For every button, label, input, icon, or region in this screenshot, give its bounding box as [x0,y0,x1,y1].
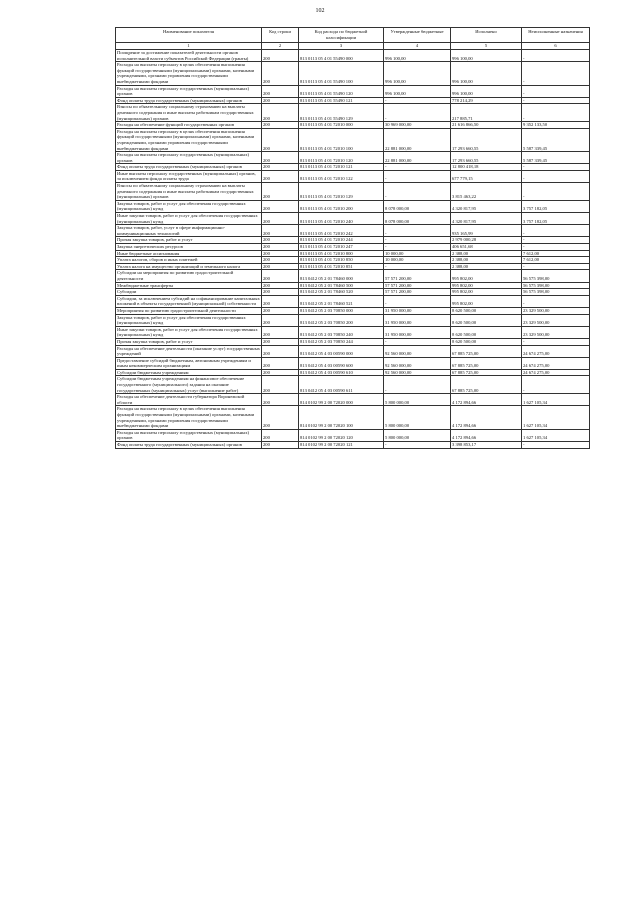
row-approved: 57 571 200,00 [384,270,451,282]
row-executed: 2 388,00 [451,263,522,270]
table-row [116,307,590,314]
row-code: 200 [262,289,299,296]
row-approved: - [384,376,451,394]
row-code: 200 [262,307,299,314]
row-executed: 67 885 725,00 [451,357,522,369]
table-row [116,282,590,289]
row-code: 200 [262,85,299,97]
row-executed: 8 620 500,00 [451,326,522,338]
row-kbk: 813 0113 05 4 01 72010 129 [299,183,384,201]
row-kbk: 813 0412 05 4 03 00590 600 [299,357,384,369]
row-code: 200 [262,263,299,270]
row-remaining: 24 674 275,00 [522,357,590,369]
row-approved: 31 950 000,00 [384,307,451,314]
row-executed: 8 620 500,00 [451,307,522,314]
row-kbk: 813 0113 05 4 01 55490 129 [299,104,384,122]
row-approved: 5 800 000,00 [384,394,451,406]
row-code: 200 [262,338,299,345]
row-name: Межбюджетные трансферты [116,282,262,289]
row-remaining: - [522,50,590,62]
row-executed: 8 620 500,00 [451,338,522,345]
row-kbk: 813 0412 05 2 01 78460 500 [299,282,384,289]
row-remaining: - [522,170,590,182]
row-name: Субсидии на мероприятия по развитию градостроительной деятельности [116,270,262,282]
row-name: Иные выплаты персоналу государственных (муниципальных) органов, за исключением фонда оплаты труда [116,170,262,182]
row-executed: 217 885,71 [451,104,522,122]
row-executed: 67 885 725,00 [451,376,522,394]
row-executed: 995 802,00 [451,289,522,296]
row-remaining: - [522,104,590,122]
row-code: 200 [262,183,299,201]
row-name: Субсидии бюджетным учреждениям [116,369,262,376]
row-remaining: - [522,85,590,97]
table-row [116,50,590,62]
table-row [116,237,590,244]
row-executed: 995 802,00 [451,282,522,289]
row-approved: - [384,295,451,307]
row-approved: 996 100,00 [384,85,451,97]
row-remaining: - [522,183,590,201]
table-row [116,295,590,307]
table-row [116,263,590,270]
row-code: 200 [262,406,299,429]
row-approved: 31 950 000,00 [384,326,451,338]
row-kbk: 813 0113 05 4 01 72010 121 [299,164,384,171]
row-remaining: 23 329 500,00 [522,326,590,338]
row-kbk: 813 0113 05 4 01 55490 000 [299,50,384,62]
row-code: 200 [262,237,299,244]
row-name: Уплата налогов, сборов и иных платежей [116,257,262,264]
column-number-row [116,43,590,50]
header-kbk: Код расхода по бюджетной классификации [299,28,384,43]
row-kbk: 813 0113 05 4 01 72010 247 [299,244,384,251]
row-remaining: 9 352 133,50 [522,122,590,129]
row-code: 200 [262,170,299,182]
row-remaining: - [522,244,590,251]
row-remaining: 3 757 182,05 [522,200,590,212]
row-kbk: 813 0412 05 4 03 00590 000 [299,345,384,357]
row-remaining: 1 627 105,34 [522,429,590,441]
row-remaining: - [522,376,590,394]
row-executed: 406 651,68 [451,244,522,251]
table-row [116,104,590,122]
table-row [116,442,590,449]
row-code: 200 [262,97,299,104]
col-number: 2 [262,43,299,50]
row-name: Мероприятия по развитию градостроительной деятельности [116,307,262,314]
row-code: 200 [262,394,299,406]
row-kbk: 813 0412 05 2 03 70850 200 [299,314,384,326]
row-name: Субсидии, за исключением субсидий на софинансирование капитальных вложений в объекты государственной (муниципальной) собственности [117,295,260,307]
row-approved: - [384,442,451,449]
row-approved: 5 800 000,00 [384,406,451,429]
row-kbk: 813 0113 05 4 01 55490 121 [299,97,384,104]
row-name: Взносы по обязательному социальному страхованию на выплаты денежного содержания и иные выплаты работникам государственных (муниципальных) органов [116,104,262,122]
row-remaining: 56 575 398,00 [522,282,590,289]
table-row [116,128,590,151]
table-row [116,338,590,345]
row-executed: 4 172 894,66 [451,429,522,441]
row-code: 200 [262,200,299,212]
row-kbk: 813 0113 05 4 01 72010 244 [299,237,384,244]
row-executed: 3 815 463,22 [451,183,522,201]
row-kbk: 813 0412 05 2 03 70850 240 [299,326,384,338]
row-name: Поощрение за достижение показателей деятельности органов исполнительной власти субъектов Российской Федерации (гранты) [116,50,262,62]
row-kbk: 813 0113 05 4 01 72010 000 [299,122,384,129]
row-code: 200 [262,257,299,264]
row-name: Фонд оплаты труда государственных (муниципальных) органов [116,164,262,171]
row-executed: 8 620 500,00 [451,314,522,326]
row-kbk: 813 0412 05 2 01 78460 521 [299,295,384,307]
table-row [116,85,590,97]
row-code: 200 [262,376,299,394]
row-kbk: 814 0102 99 2 00 72020 120 [299,429,384,441]
table-row [116,170,590,182]
row-kbk: 813 0113 05 4 01 72010 851 [299,263,384,270]
row-kbk: 814 0102 99 2 00 72020 000 [299,394,384,406]
row-executed: 2 388,00 [451,257,522,264]
row-approved: 8 078 000,00 [384,200,451,212]
row-code: 200 [262,213,299,225]
header-approved: Утвержденные бюджетные [384,28,451,43]
header-remaining: Неисполненные назначения [522,28,590,43]
row-approved: - [384,170,451,182]
row-executed: 935 165,99 [451,225,522,237]
row-remaining: 1 627 105,34 [522,406,590,429]
row-name: Расходы на выплаты персоналу государственных (муниципальных) органов [116,429,262,441]
table-row [116,429,590,441]
table-row [116,314,590,326]
row-approved: - [384,237,451,244]
table-row [116,183,590,201]
row-code: 200 [262,282,299,289]
row-code: 200 [262,164,299,171]
row-approved: 10 000,00 [384,250,451,257]
row-remaining: - [522,164,590,171]
col-number: 3 [299,43,384,50]
row-remaining: 56 575 398,00 [522,289,590,296]
row-name: Субсидии бюджетным учреждениям на финансовое обеспечение государственного (муниципального) задания на оказание государственных (муниципальных) услуг (выполнение работ) [116,376,262,394]
row-approved: 30 969 000,00 [384,122,451,129]
table-row [116,225,590,237]
row-approved: - [384,263,451,270]
row-approved: 92 560 000,00 [384,369,451,376]
row-remaining: 5 587 339,45 [522,128,590,151]
row-approved: 57 571 200,00 [384,289,451,296]
row-name: Расходы на выплаты персоналу государственных (муниципальных) органов [116,85,262,97]
row-approved: 10 000,00 [384,257,451,264]
row-executed: 995 802,00 [451,270,522,282]
row-code: 200 [262,270,299,282]
row-code: 200 [262,345,299,357]
row-name: Закупка энергетических ресурсов [116,244,262,251]
row-kbk: 813 0113 05 4 01 72010 850 [299,257,384,264]
row-approved: - [384,225,451,237]
row-code: 200 [262,295,299,307]
row-executed: 17 293 660,55 [451,128,522,151]
row-approved: 92 560 000,00 [384,345,451,357]
row-remaining: 23 329 500,00 [522,307,590,314]
row-code: 200 [262,442,299,449]
row-executed: 12 800 418,18 [451,164,522,171]
table-row [116,345,590,357]
table-row [116,270,590,282]
row-remaining: 24 674 275,00 [522,345,590,357]
row-kbk: 813 0113 05 4 01 72010 120 [299,152,384,164]
row-kbk: 813 0113 05 4 01 72010 800 [299,250,384,257]
table-row [116,164,590,171]
col-number: 6 [522,43,590,50]
row-code: 200 [262,244,299,251]
row-kbk: 813 0113 05 4 01 55490 120 [299,85,384,97]
row-code: 200 [262,225,299,237]
row-code: 200 [262,369,299,376]
row-approved: 31 950 000,00 [384,314,451,326]
row-name: Фонд оплаты труда государственных (муниципальных) органов [116,97,262,104]
row-kbk: 813 0412 05 2 03 70850 244 [299,338,384,345]
row-executed: 996 100,00 [451,85,522,97]
row-approved: 8 078 000,00 [384,213,451,225]
row-remaining: - [522,237,590,244]
row-remaining: - [522,62,590,85]
row-approved: - [384,244,451,251]
row-code: 200 [262,314,299,326]
row-approved: - [384,183,451,201]
table-row [116,244,590,251]
row-code: 200 [262,122,299,129]
table-row [116,62,590,85]
row-remaining: - [522,97,590,104]
row-remaining: 23 329 500,00 [522,314,590,326]
row-executed: 778 214,29 [451,97,522,104]
row-code: 200 [262,104,299,122]
row-kbk: 814 0102 99 2 00 72020 121 [299,442,384,449]
row-approved: - [384,338,451,345]
row-code: 200 [262,429,299,441]
table-row [116,289,590,296]
header-code: Код строки [262,28,299,43]
row-code: 200 [262,250,299,257]
row-approved: 22 881 000,00 [384,152,451,164]
row-approved: 5 800 000,00 [384,429,451,441]
row-remaining: - [522,338,590,345]
row-executed: 996 100,00 [451,50,522,62]
row-name: Расходы на выплаты персоналу в целях обеспечения выполнения функций государственными (муниципальными) органами, казенными учреждениями, органами управления государственными внебюджетными фондами [116,128,262,151]
row-remaining: 1 627 105,34 [522,394,590,406]
row-name: Закупка товаров, работ, услуг в сфере информационно-коммуникационных технологий [116,225,262,237]
row-name: Субсидии [116,289,262,296]
row-executed: 996 100,00 [451,62,522,85]
row-approved: 92 560 000,00 [384,357,451,369]
row-name: Закупка товаров, работ и услуг для обеспечения государственных (муниципальных) нужд [116,200,262,212]
row-code: 200 [262,357,299,369]
row-code: 200 [262,62,299,85]
row-code: 200 [262,152,299,164]
row-name: Предоставление субсидий бюджетным, автономным учреждениям и иным некоммерческим организациям [116,357,262,369]
row-name: Расходы на выплаты персоналу в целях обеспечения выполнения функций государственными (муниципальными) органами, казенными учреждениями, органами управления государственными внебюджетными фондами [116,62,262,85]
row-kbk: 813 0113 05 4 01 55490 100 [299,62,384,85]
row-remaining: 3 757 182,05 [522,213,590,225]
row-executed: 21 616 866,50 [451,122,522,129]
row-executed: 677 779,15 [451,170,522,182]
col-number: 5 [451,43,522,50]
table-row [116,326,590,338]
row-kbk: 813 0113 05 4 01 72010 100 [299,128,384,151]
row-kbk: 813 0113 05 4 01 72010 122 [299,170,384,182]
row-executed: 995 802,00 [451,295,522,307]
table-row [116,394,590,406]
row-name: Расходы на обеспечение деятельности губернатора Воронежской области [116,394,262,406]
row-executed: 2 388,00 [451,250,522,257]
row-approved: - [384,164,451,171]
table-row [116,152,590,164]
row-name: Закупка товаров, работ и услуг для обеспечения государственных (муниципальных) нужд [116,314,262,326]
col-number: 4 [384,43,451,50]
row-kbk: 813 0412 05 2 03 70850 000 [299,307,384,314]
row-executed: 4 172 894,66 [451,394,522,406]
row-code: 200 [262,326,299,338]
row-kbk: 813 0412 05 2 01 78460 520 [299,289,384,296]
budget-execution-table [115,27,590,449]
table-row [116,406,590,429]
row-remaining: 7 612,00 [522,250,590,257]
table-row [116,122,590,129]
row-name: Иные закупки товаров, работ и услуг для обеспечения государственных (муниципальных) нужд [116,213,262,225]
row-name: Прочая закупка товаров, работ и услуг [116,237,262,244]
row-kbk: 813 0412 05 4 03 00590 610 [299,369,384,376]
row-executed: 4 320 817,95 [451,213,522,225]
row-name: Фонд оплаты труда государственных (муниципальных) органов [116,442,262,449]
table-row [116,357,590,369]
row-approved: 57 571 200,00 [384,282,451,289]
table-row [116,213,590,225]
row-kbk: 813 0113 05 4 01 72010 200 [299,200,384,212]
page-number: 102 [315,8,325,14]
table-row [116,369,590,376]
table-header-row [116,28,590,43]
row-name: Уплата налога на имущество организаций и земельного налога [116,263,262,270]
row-remaining: - [522,225,590,237]
table-row [116,250,590,257]
table-row [116,97,590,104]
row-kbk: 813 0113 05 4 01 72010 240 [299,213,384,225]
row-approved: 22 881 000,00 [384,128,451,151]
row-executed: 4 320 817,95 [451,200,522,212]
row-executed: 67 885 725,00 [451,369,522,376]
row-executed: 2 979 000,28 [451,237,522,244]
row-remaining: - [522,263,590,270]
row-name: Иные бюджетные ассигнования [116,250,262,257]
row-name: Расходы на обеспечение функций государственных органов [116,122,262,129]
table-row [116,200,590,212]
row-remaining: 7 612,00 [522,257,590,264]
row-kbk: 813 0412 05 2 01 78460 000 [299,270,384,282]
col-number: 1 [116,43,262,50]
row-remaining: 56 575 398,00 [522,270,590,282]
row-kbk: 813 0412 05 4 03 00590 611 [299,376,384,394]
row-name: Расходы на обеспечение деятельности (оказание услуг) государственных учреждений [117,345,260,357]
row-name: Расходы на выплаты персоналу в целях обеспечения выполнения функций государственными (муниципальными) органами, казенными учреждениями, органами управления государственными внебюджетными фондами [116,406,262,429]
row-name: Расходы на выплаты персоналу государственных (муниципальных) органов [116,152,262,164]
header-name: Наименование показателя [116,28,262,43]
row-approved: - [384,104,451,122]
row-approved: 996 100,00 [384,50,451,62]
header-executed: Исполнено [451,28,522,43]
row-kbk: 813 0113 05 4 01 72010 242 [299,225,384,237]
row-remaining: - [522,442,590,449]
row-name: Прочая закупка товаров, работ и услуг [116,338,262,345]
row-executed: 67 885 725,00 [451,345,522,357]
row-remaining: 24 674 275,00 [522,369,590,376]
row-approved: 996 100,00 [384,62,451,85]
row-remaining: 5 587 339,45 [522,152,590,164]
row-remaining: - [522,295,590,307]
row-executed: 17 293 660,55 [451,152,522,164]
row-name: Иные закупки товаров, работ и услуг для обеспечения государственных (муниципальных) нужд [116,326,262,338]
row-code: 200 [262,128,299,151]
row-kbk: 814 0102 99 2 00 72020 100 [299,406,384,429]
row-executed: 3 398 853,17 [451,442,522,449]
table-body [116,50,590,449]
row-name: Взносы по обязательному социальному страхованию на выплаты денежного содержания и иные выплаты работникам государственных (муниципальных) органов [116,183,262,201]
table-row [116,376,590,394]
row-approved: - [384,97,451,104]
table-row [116,257,590,264]
row-executed: 4 172 894,66 [451,406,522,429]
row-code: 200 [262,50,299,62]
